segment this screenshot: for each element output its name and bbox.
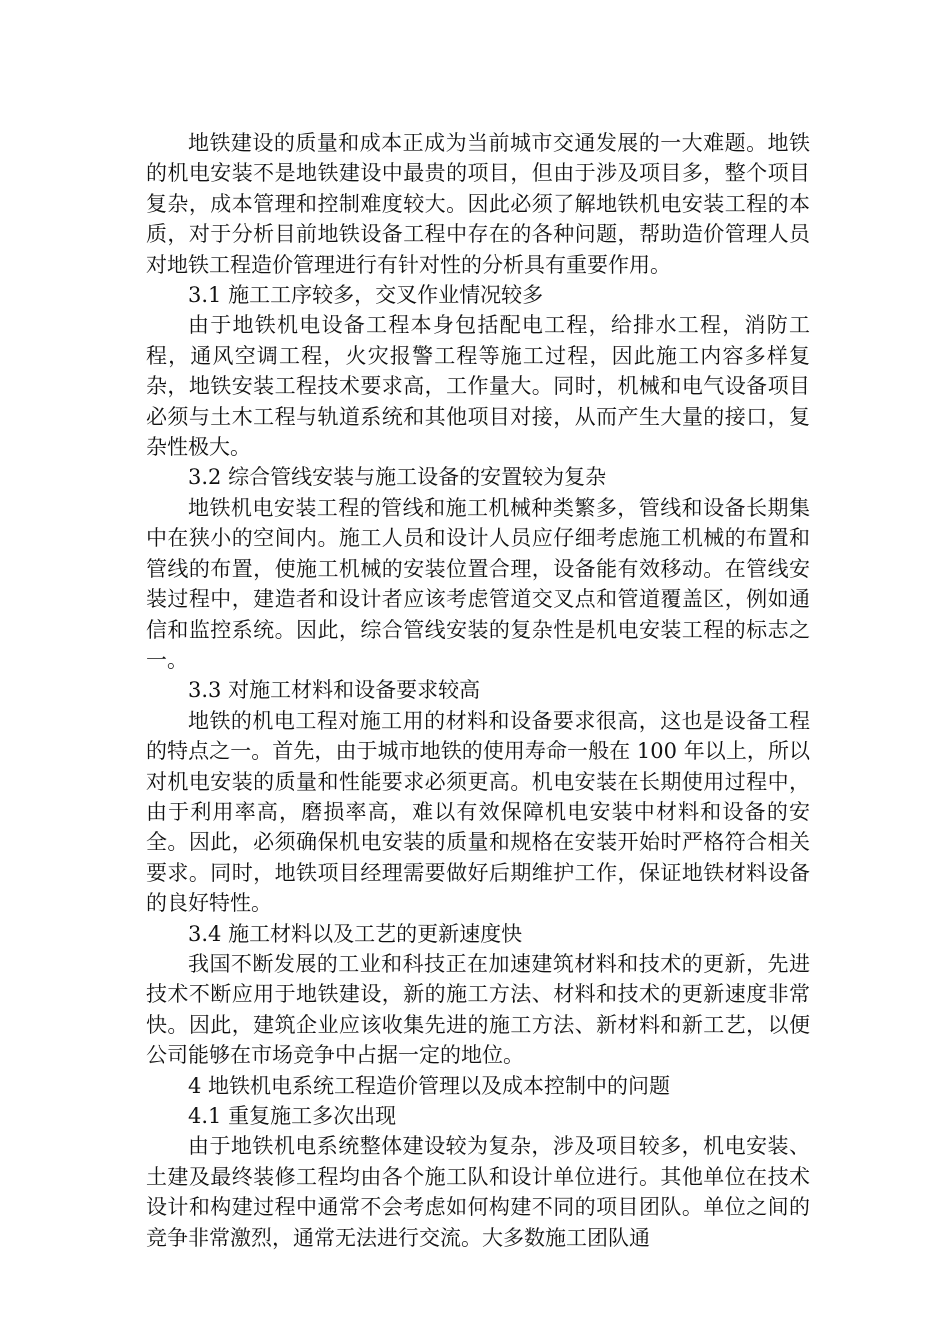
section-heading-3-2: 3.2 综合管线安装与施工设备的安置较为复杂 (188, 465, 607, 490)
section-heading-3-4: 3.4 施工材料以及工艺的更新速度快 (188, 921, 523, 946)
section-heading-4: 4 地铁机电系统工程造价管理以及成本控制中的问题 (188, 1073, 671, 1098)
paragraph-3-1: 由于地铁机电设备工程本身包括配电工程，给排水工程，消防工程，通风空调工程，火灾报警工程等施工过程，因此施工内容多样复杂，地铁安装工程技术要求高，工作量大。同时，机械和电气设备项目必须与土木工程与轨道系统和其他项目对接，从而产生大量的接口，复杂性极大。 (146, 313, 810, 460)
section-heading-3-3: 3.3 对施工材料和设备要求较高 (188, 678, 481, 703)
document-page (146, 128, 810, 1253)
section-heading-3-1: 3.1 施工工序较多，交叉作业情况较多 (188, 283, 544, 308)
section-heading-4-1: 4.1 重复施工多次出现 (188, 1104, 397, 1128)
intro-paragraph: 地铁建设的质量和成本正成为当前城市交通发展的一大难题。地铁的机电安装不是地铁建设中最贵的项目，但由于涉及项目多，整个项目复杂，成本管理和控制难度较大。因此必须了解地铁机电安装工程的本质，对于分析目前地铁设备工程中存在的各种问题，帮助造价管理人员对地铁工程造价管理进行有针对性的分析具有重要作用。 (146, 131, 810, 277)
paragraph-3-2: 地铁机电安装工程的管线和施工机械种类繁多，管线和设备长期集中在狭小的空间内。施工人员和设计人员应仔细考虑施工机械的布置和管线的布置，使施工机械的安装位置合理，设备能有效移动。在管线安装过程中，建造者和设计者应该考虑管道交叉点和管道覆盖区，例如通信和监控系统。因此，综合管线安装的复杂性是机电安装工程的标志之一。 (146, 495, 810, 672)
paragraph-3-3: 地铁的机电工程对施工用的材料和设备要求很高，这也是设备工程的特点之一。首先，由于城市地铁的使用寿命一般在 100 年以上，所以对机电安装的质量和性能要求必须更高。机电安装在长期使用过程中，由于利用率高，磨损率高，难以有效保障机电安装中材料和设备的安全。因此，必须确保机电安装的质量和规格在安装开始时严格符合相关要求。同时，地铁项目经理需要做好后期维护工作，保证地铁材料设备的良好特性。 (146, 708, 810, 916)
paragraph-4-1: 由于地铁机电系统整体建设较为复杂，涉及项目较多，机电安装、土建及最终装修工程均由各个施工队和设计单位进行。其他单位在技术设计和构建过程中通常不会考虑如何构建不同的项目团队。单位之间的竞争非常激烈，通常无法进行交流。大多数施工团队通 (146, 1134, 810, 1250)
paragraph-3-4: 我国不断发展的工业和科技正在加速建筑材料和技术的更新，先进技术不断应用于地铁建设，新的施工方法、材料和技术的更新速度非常快。因此，建筑企业应该收集先进的施工方法、新材料和新工艺，以便公司能够在市场竞争中占据一定的地位。 (146, 951, 810, 1068)
